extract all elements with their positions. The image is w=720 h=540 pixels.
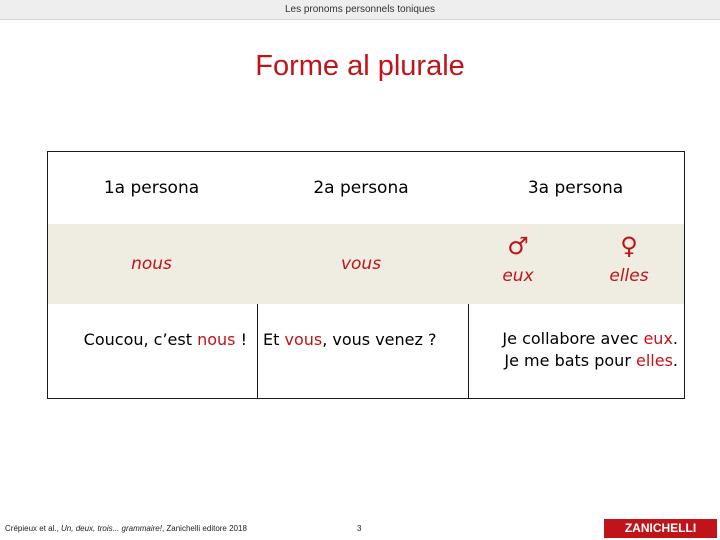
female-symbol-icon: ♀ xyxy=(620,232,638,260)
pronoun-nous: nous xyxy=(131,254,172,274)
slide-title: Forme al plurale xyxy=(255,50,465,82)
zanichelli-logo: ZANICHELLI xyxy=(604,519,717,538)
example-line xyxy=(469,350,678,372)
example-line xyxy=(469,328,678,350)
example-text: Je me bats pour xyxy=(504,351,636,370)
footer xyxy=(0,510,720,540)
column-divider xyxy=(468,304,469,398)
example-text: . xyxy=(672,329,678,348)
header-second-person: 2a persona xyxy=(313,178,409,198)
example-pronoun: vous xyxy=(284,330,323,349)
header-text: Les pronoms personnels toniques xyxy=(284,4,436,15)
example-pronoun: eux xyxy=(643,329,673,348)
pronoun-eux: eux xyxy=(502,266,534,286)
male-symbol-icon: ♂ xyxy=(507,232,529,260)
example-text: Et xyxy=(263,330,285,349)
example-pronoun: elles xyxy=(635,351,673,370)
example-pronoun: nous xyxy=(197,330,236,349)
example-third-person xyxy=(469,328,678,372)
credit-prefix: Crépieux et al., xyxy=(5,524,62,533)
example-text: Je collabore avec xyxy=(502,329,644,348)
example-second-person xyxy=(263,330,473,349)
example-text: , vous venez ? xyxy=(322,330,437,349)
pronoun-table xyxy=(47,151,685,399)
example-text: ! xyxy=(235,330,247,349)
example-text: . xyxy=(672,351,678,370)
header-third-person: 3a persona xyxy=(527,178,624,198)
example-first-person xyxy=(48,330,247,349)
example-text: Coucou, c’est xyxy=(83,330,198,349)
column-divider xyxy=(257,304,258,398)
credit-suffix: , Zanichelli editore 2018 xyxy=(161,524,247,533)
header-bar xyxy=(0,0,720,20)
credit-title: Un, deux, trois... grammaire! xyxy=(61,524,162,533)
header-first-person: 1a persona xyxy=(103,178,200,198)
pronoun-elles: elles xyxy=(609,266,649,286)
page-number: 3 xyxy=(357,524,362,533)
footer-credit xyxy=(5,524,247,533)
pronoun-vous: vous xyxy=(340,254,382,274)
